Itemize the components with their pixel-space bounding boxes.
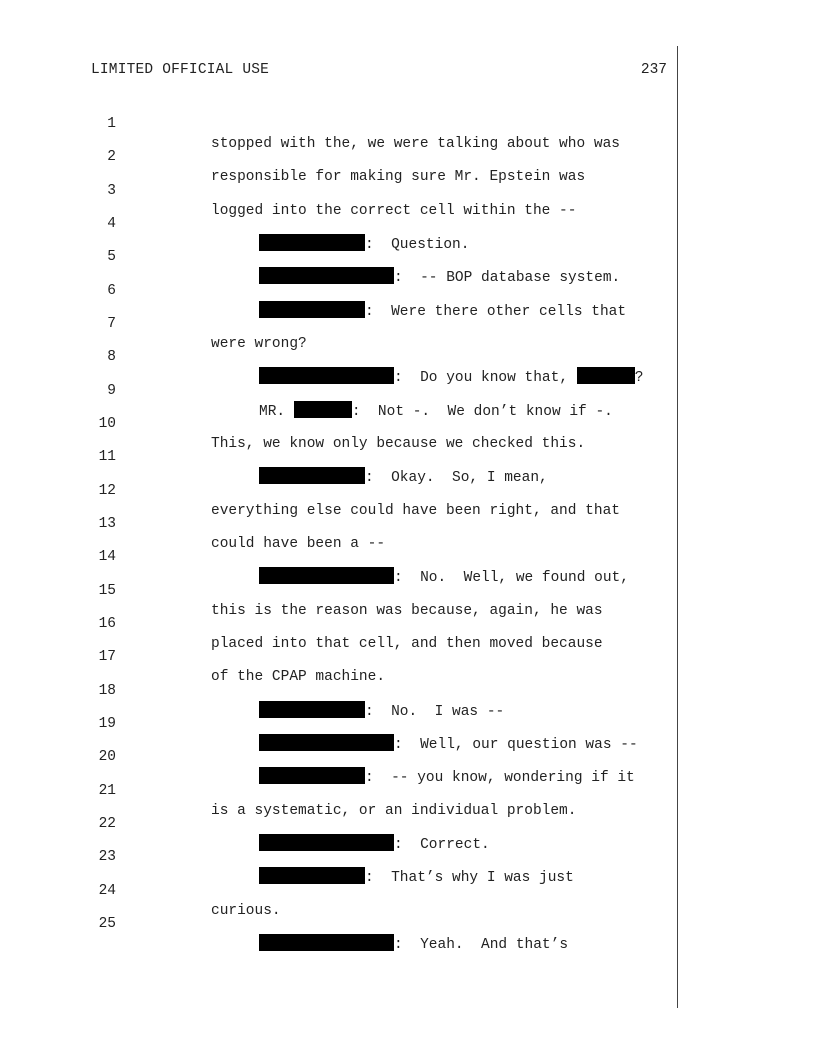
page-number: 237 [640, 62, 667, 78]
line-text: responsible for making sure Mr. Epstein was [211, 169, 586, 185]
line-number: 10 [98, 416, 116, 432]
transcript-line [0, 261, 680, 320]
line-number: 20 [98, 749, 116, 765]
line-text: everything else could have been right, and that [211, 503, 620, 519]
line-number: 16 [98, 616, 116, 632]
line-text-content: : Question. [365, 237, 470, 253]
classification-header: LIMITED OFFICIAL USE [91, 62, 270, 78]
transcript-line [0, 194, 680, 253]
speaker-prefix: MR. [259, 404, 294, 420]
transcript-line [0, 827, 680, 886]
line-number: 19 [98, 716, 116, 732]
transcript-line [0, 594, 680, 652]
transcript-line [0, 561, 680, 619]
transcript-line [0, 394, 680, 452]
transcript-line [0, 894, 680, 953]
line-text: placed into that cell, and then moved because [211, 636, 603, 652]
line-number: 1 [107, 116, 116, 132]
line-number: 22 [98, 816, 116, 832]
line-text: is a systematic, or an individual problem. [211, 803, 577, 819]
transcript-line [0, 427, 680, 486]
line-number: 15 [98, 583, 116, 599]
transcript-line [0, 794, 680, 853]
line-text-content: : That’s why I was just [365, 870, 574, 886]
line-number: 21 [98, 783, 116, 799]
line-text-content: ? [634, 370, 644, 386]
line-text-content: : No. I was -- [365, 704, 505, 720]
line-text: of the CPAP machine. [211, 669, 386, 685]
line-number: 14 [98, 549, 116, 565]
redaction-block [259, 934, 394, 951]
transcript-line [0, 327, 680, 386]
transcript-line [0, 294, 680, 352]
line-text-content: : No. Well, we found out, [394, 570, 629, 586]
line-number: 7 [107, 316, 116, 332]
transcript-line [0, 694, 680, 753]
line-number: 6 [107, 283, 116, 299]
line-text [259, 934, 568, 955]
transcript-line [0, 627, 680, 685]
transcript-line [0, 227, 680, 286]
transcript-line [0, 527, 680, 586]
transcript-line [0, 161, 680, 219]
transcript-line [0, 861, 680, 919]
line-text: logged into the correct cell within the -- [211, 203, 577, 219]
line-text-content: : Were there other cells that [365, 304, 627, 320]
line-number: 17 [98, 649, 116, 665]
line-text: stopped with the, we were talking about who was [211, 136, 620, 152]
line-number: 23 [98, 849, 116, 865]
transcript-line [0, 494, 680, 552]
line-number: 11 [98, 449, 116, 465]
transcript-line [0, 94, 680, 152]
line-number: 13 [98, 516, 116, 532]
line-number: 18 [98, 683, 116, 699]
line-text: were wrong? [211, 336, 307, 352]
line-text: curious. [211, 903, 281, 919]
transcript-line [0, 461, 680, 519]
line-number: 4 [107, 216, 116, 232]
line-text-content: : Well, our question was -- [394, 737, 638, 753]
line-number: 8 [107, 349, 116, 365]
line-number: 2 [107, 149, 116, 165]
line-text-content: : -- BOP database system. [394, 270, 621, 286]
line-text-content: : Yeah. And that’s [394, 937, 569, 953]
line-text-content: : -- you know, wondering if it [365, 770, 635, 786]
line-text-content: : Correct. [394, 837, 490, 853]
line-number: 3 [107, 183, 116, 199]
line-number: 25 [98, 916, 116, 932]
line-text-content: : Do you know that, [394, 370, 577, 386]
line-text-content: : Okay. So, I mean, [365, 470, 548, 486]
line-number: 9 [107, 383, 116, 399]
line-text: this is the reason was because, again, he was [211, 603, 603, 619]
line-number: 12 [98, 483, 116, 499]
line-number: 24 [98, 883, 116, 899]
line-text: This, we know only because we checked this. [211, 436, 586, 452]
line-text-content: : Not -. We don’t know if -. [351, 404, 613, 420]
transcript-line [0, 727, 680, 786]
transcript-line [0, 661, 680, 720]
transcript-line [0, 761, 680, 819]
line-number: 5 [107, 249, 116, 265]
transcript-line [0, 127, 680, 185]
transcript-line [0, 361, 680, 420]
line-text: could have been a -- [211, 536, 386, 552]
